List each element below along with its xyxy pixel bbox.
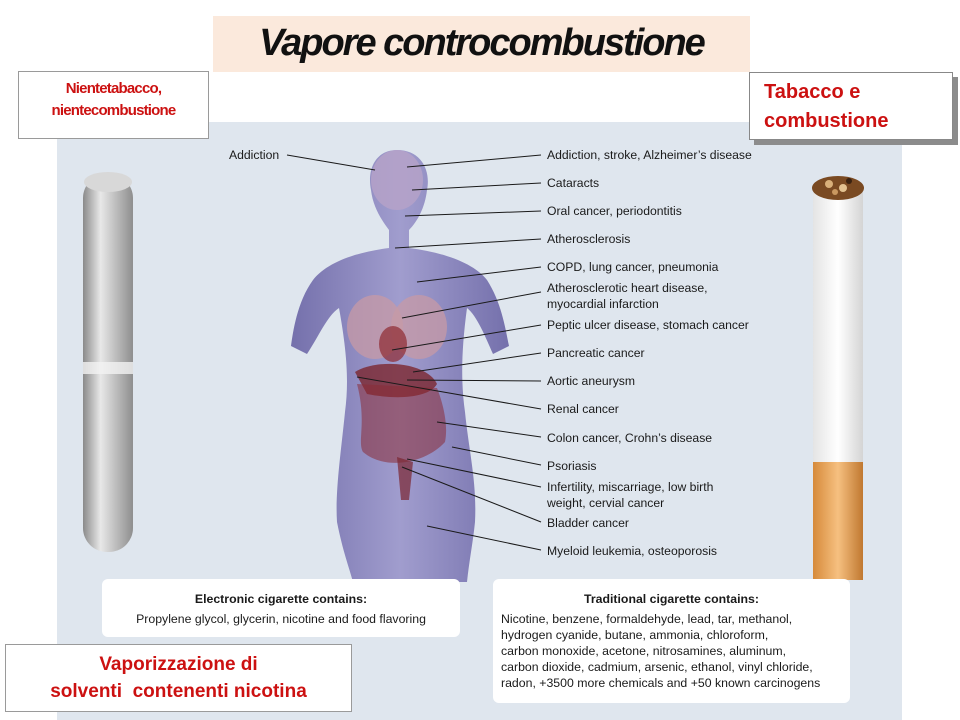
label-copd: COPD, lung cancer, pneumonia [547, 260, 719, 274]
trad-card-line: radon, +3500 more chemicals and +50 known carcinogens [501, 676, 821, 690]
ecig-card-text: Propylene glycol, glycerin, nicotine and food flavoring [136, 612, 426, 626]
label-colon-cancer: Colon cancer, Crohn’s disease [547, 431, 713, 445]
label-heart-disease-1: Atherosclerotic heart disease, [547, 281, 708, 295]
trad-card-line: carbon monoxide, acetone, nitrosamines, aluminum, [501, 644, 787, 658]
label-infertility-1: Infertility, miscarriage, low birth [547, 480, 714, 494]
title-banner [213, 16, 750, 72]
label-cataracts: Cataracts [547, 176, 600, 190]
label-myeloid-leukemia: Myeloid leukemia, osteoporosis [547, 544, 718, 558]
label-renal-cancer: Renal cancer [547, 402, 619, 416]
label-pancreatic-cancer: Pancreatic cancer [547, 346, 645, 360]
ecig-contents-card [102, 579, 460, 637]
label-addiction: Addiction [229, 148, 280, 162]
traditional-contents-card [493, 579, 850, 703]
human-body-illustration [291, 150, 509, 582]
organ-labels [546, 148, 752, 558]
label-psoriasis: Psoriasis [547, 459, 597, 473]
vaporization-box [5, 644, 352, 712]
traditional-cigarette-illustration [812, 176, 864, 580]
body-diagram [57, 122, 902, 582]
label-heart-disease-2: myocardial infarction [547, 297, 659, 311]
no-tobacco-box [18, 71, 209, 139]
label-infertility-2: weight, cervial cancer [547, 496, 665, 510]
label-bladder-cancer: Bladder cancer [547, 516, 629, 530]
label-aortic-aneurysm: Aortic aneurysm [547, 374, 636, 388]
trad-card-line: hydrogen cyanide, butane, ammonia, chloroform, [501, 628, 769, 642]
tobacco-line2: combustione [764, 110, 889, 132]
no-tobacco-line2: nientecombustione [51, 102, 176, 119]
tobacco-combustion-box [749, 72, 953, 140]
label-peptic-ulcer: Peptic ulcer disease, stomach cancer [547, 318, 749, 332]
vaporization-line2: solventi contenenti nicotina [50, 681, 307, 702]
trad-card-line: Nicotine, benzene, formaldehyde, lead, tar, methanol, [501, 612, 793, 626]
vaporization-line1: Vaporizzazione di [99, 654, 258, 675]
label-oral-cancer: Oral cancer, periodontitis [547, 204, 682, 218]
trad-card-line: carbon dioxide, cadmium, arsenic, ethanol, vinyl chloride, [501, 660, 813, 674]
page-title: Vapore controcombustione [259, 22, 704, 64]
no-tobacco-line1: Nientetabacco, [65, 80, 162, 97]
label-atherosclerosis: Atherosclerosis [547, 232, 631, 246]
electronic-cigarette-illustration [83, 172, 133, 552]
label-addiction-stroke: Addiction, stroke, Alzheimer’s disease [547, 148, 752, 162]
ecig-card-title: Electronic cigarette contains: [194, 592, 368, 606]
tobacco-line1: Tabacco e [764, 81, 861, 103]
trad-card-title: Traditional cigarette contains: [584, 592, 759, 606]
